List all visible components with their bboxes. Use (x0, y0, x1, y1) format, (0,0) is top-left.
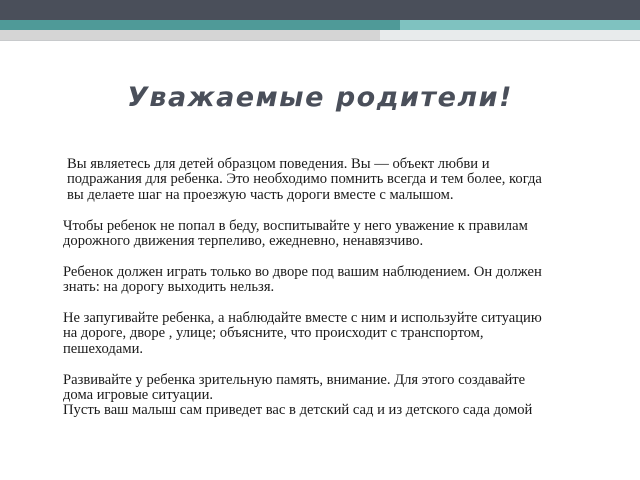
text-line: дома игровые ситуации. (63, 387, 214, 404)
paragraph-role-model (63, 157, 603, 203)
text-line: пешеходами. (63, 340, 144, 357)
text-line: Ребенок должен играть только во дворе под вашим наблюдением. Он должен (63, 263, 542, 280)
paragraph-visual-memory (63, 373, 603, 419)
header-divider (0, 40, 640, 41)
header-band-gray-light (380, 30, 640, 40)
slide-title: Уважаемые родители! (127, 82, 513, 113)
text-line: дорожного движения терпеливо, ежедневно, ненавязчиво. (63, 233, 424, 250)
text-line: Пусть ваш малыш сам приведет вас в детский сад и из детского сада домой (63, 402, 533, 419)
text-line: Не запугивайте ребенка, а наблюдайте вместе с ним и используйте ситуацию (63, 310, 542, 327)
text-line: Развивайте у ребенка зрительную память, внимание. Для этого создавайте (63, 371, 526, 388)
text-line: Чтобы ребенок не попал в беду, воспитывайте у него уважение к правилам (63, 217, 528, 234)
paragraph-yard-play (63, 265, 603, 296)
header-band-light-teal (400, 20, 640, 30)
text-line: подражания для ребенка. Это необходимо помнить всегда и тем более, когда (67, 171, 542, 188)
text-line: Вы являетесь для детей образцом поведения. Вы — объект любви и (67, 156, 490, 172)
slide-body (63, 157, 603, 419)
text-line: на дороге, дворе , улице; объясните, что происходит с транспортом, (63, 325, 484, 342)
text-line: знать: на дорогу выходить нельзя. (63, 279, 275, 296)
header-band-dark (0, 0, 640, 20)
paragraph-observe-together (63, 311, 603, 357)
text-line: вы делаете шаг на проезжую часть дороги вместе с малышом. (67, 186, 454, 203)
paragraph-traffic-rules (63, 219, 603, 250)
